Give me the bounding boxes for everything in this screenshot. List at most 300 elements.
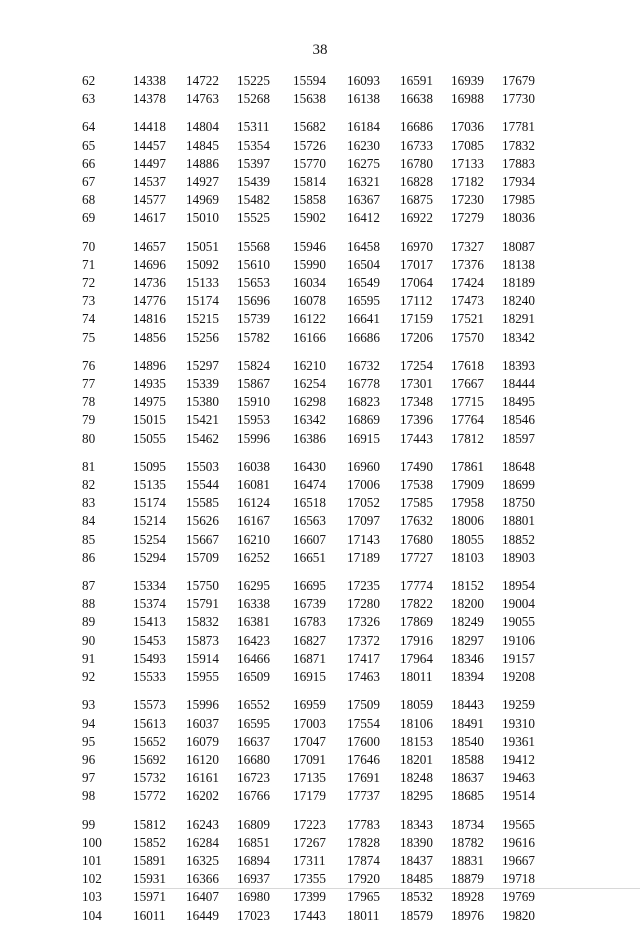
table-cell: 16338 — [237, 596, 270, 612]
table-row — [82, 411, 542, 429]
table-cell: 17396 — [400, 412, 433, 428]
table-cell: 18006 — [451, 513, 484, 529]
table-cell: 16184 — [347, 119, 380, 135]
table-cell: 15750 — [186, 578, 219, 594]
table-cell: 18103 — [451, 549, 484, 565]
table-cell: 17832 — [502, 137, 535, 153]
table-row — [82, 72, 542, 90]
row-number: 76 — [82, 357, 96, 373]
table-cell: 16732 — [347, 357, 380, 373]
table-cell: 16809 — [237, 816, 270, 832]
table-cell: 16120 — [186, 751, 219, 767]
table-cell: 16894 — [237, 852, 270, 868]
table-cell: 18491 — [451, 715, 484, 731]
table-cell: 17509 — [347, 697, 380, 713]
table-body — [82, 72, 542, 925]
page-number: 38 — [312, 42, 328, 58]
table-cell: 19667 — [502, 852, 535, 868]
table-cell: 15858 — [293, 192, 326, 208]
row-number: 67 — [82, 174, 96, 190]
table-cell: 19412 — [502, 751, 535, 767]
table-cell: 16959 — [293, 697, 326, 713]
table-cell: 15791 — [186, 596, 219, 612]
table-cell: 18443 — [451, 697, 484, 713]
table-cell: 18393 — [502, 357, 535, 373]
table-cell: 18189 — [502, 275, 535, 291]
table-cell: 15339 — [186, 376, 219, 392]
table-cell: 18248 — [400, 770, 433, 786]
table-cell: 19361 — [502, 733, 535, 749]
table-cell: 18648 — [502, 458, 535, 474]
table-cell: 17326 — [347, 614, 380, 630]
table-cell: 16079 — [186, 733, 219, 749]
table-cell: 16298 — [293, 394, 326, 410]
table-cell: 17920 — [347, 871, 380, 887]
table-row — [82, 787, 542, 805]
table-cell: 17424 — [451, 275, 484, 291]
row-number: 90 — [82, 632, 96, 648]
table-cell: 15902 — [293, 210, 326, 226]
table-cell: 17085 — [451, 137, 484, 153]
table-cell: 17052 — [347, 495, 380, 511]
table-cell: 18782 — [451, 834, 484, 850]
table-cell: 17133 — [451, 155, 484, 171]
table-cell: 15503 — [186, 458, 219, 474]
table-cell: 17934 — [502, 174, 535, 190]
table-cell: 15971 — [133, 889, 166, 905]
table-cell: 15653 — [237, 275, 270, 291]
table-cell: 16166 — [293, 329, 326, 345]
table-cell: 17036 — [451, 119, 484, 135]
table-cell: 16038 — [237, 458, 270, 474]
table-cell: 15133 — [186, 275, 219, 291]
table-cell: 16504 — [347, 256, 380, 272]
table-cell: 18342 — [502, 329, 535, 345]
row-number: 65 — [82, 137, 96, 153]
table-row — [82, 751, 542, 769]
row-number: 85 — [82, 531, 96, 547]
table-cell: 15092 — [186, 256, 219, 272]
table-cell: 16869 — [347, 412, 380, 428]
table-cell: 14776 — [133, 293, 166, 309]
table-cell: 15254 — [133, 531, 166, 547]
table-cell: 15380 — [186, 394, 219, 410]
table-cell: 18087 — [502, 238, 535, 254]
row-number: 64 — [82, 119, 96, 135]
table-cell: 16549 — [347, 275, 380, 291]
table-cell: 17554 — [347, 715, 380, 731]
table-cell: 15852 — [133, 834, 166, 850]
table-cell: 17667 — [451, 376, 484, 392]
table-cell: 17874 — [347, 852, 380, 868]
table-cell: 18546 — [502, 412, 535, 428]
table-cell: 14804 — [186, 119, 219, 135]
table-cell: 18153 — [400, 733, 433, 749]
table-cell: 16011 — [133, 907, 166, 923]
row-number: 80 — [82, 430, 96, 446]
table-cell: 14845 — [186, 137, 219, 153]
table-row — [82, 834, 542, 852]
table-row — [82, 137, 542, 155]
table-cell: 15626 — [186, 513, 219, 529]
table-cell: 15214 — [133, 513, 166, 529]
table-cell: 15610 — [237, 256, 270, 272]
table-cell: 18597 — [502, 430, 535, 446]
row-number: 69 — [82, 210, 96, 226]
table-cell: 14763 — [186, 91, 219, 107]
table-cell: 15533 — [133, 669, 166, 685]
row-number: 84 — [82, 513, 96, 529]
table-cell: 19259 — [502, 697, 535, 713]
table-cell: 16915 — [293, 669, 326, 685]
table-row — [82, 806, 542, 834]
table-cell: 17783 — [347, 816, 380, 832]
table-cell: 15946 — [293, 238, 326, 254]
table-cell: 18011 — [347, 907, 380, 923]
table-cell: 15462 — [186, 430, 219, 446]
table-cell: 14537 — [133, 174, 166, 190]
table-cell: 15953 — [237, 412, 270, 428]
table-row — [82, 228, 542, 256]
table-cell: 16518 — [293, 495, 326, 511]
table-cell: 17727 — [400, 549, 433, 565]
row-number: 87 — [82, 578, 96, 594]
table-row — [82, 209, 542, 227]
table-cell: 17964 — [400, 650, 433, 666]
table-cell: 17047 — [293, 733, 326, 749]
table-cell: 18200 — [451, 596, 484, 612]
table-cell: 18532 — [400, 889, 433, 905]
table-cell: 18055 — [451, 531, 484, 547]
table-cell: 16823 — [347, 394, 380, 410]
table-cell: 16252 — [237, 549, 270, 565]
table-cell: 16122 — [293, 311, 326, 327]
table-cell: 16988 — [451, 91, 484, 107]
table-cell: 14657 — [133, 238, 166, 254]
table-cell: 18036 — [502, 210, 535, 226]
table-cell: 17737 — [347, 788, 380, 804]
table-cell: 16778 — [347, 376, 380, 392]
table-cell: 16960 — [347, 458, 380, 474]
table-cell: 15732 — [133, 770, 166, 786]
table-cell: 16980 — [237, 889, 270, 905]
table-row — [82, 613, 542, 631]
table-cell: 17179 — [293, 788, 326, 804]
table-cell: 18954 — [502, 578, 535, 594]
table-cell: 17473 — [451, 293, 484, 309]
table-cell: 19208 — [502, 669, 535, 685]
table-cell: 14577 — [133, 192, 166, 208]
table-cell: 17869 — [400, 614, 433, 630]
table-cell: 17443 — [400, 430, 433, 446]
table-row — [82, 650, 542, 668]
table-cell: 15397 — [237, 155, 270, 171]
table-cell: 15225 — [237, 73, 270, 88]
row-number: 82 — [82, 477, 96, 493]
table-cell: 15439 — [237, 174, 270, 190]
table-cell: 15256 — [186, 329, 219, 345]
table-cell: 17182 — [451, 174, 484, 190]
table-cell: 19820 — [502, 907, 535, 923]
table-cell: 16970 — [400, 238, 433, 254]
table-cell: 18637 — [451, 770, 484, 786]
row-number: 97 — [82, 770, 96, 786]
table-cell: 17189 — [347, 549, 380, 565]
table-cell: 18928 — [451, 889, 484, 905]
table-cell: 16275 — [347, 155, 380, 171]
table-cell: 16591 — [400, 73, 433, 88]
table-cell: 18394 — [451, 669, 484, 685]
row-number: 92 — [82, 669, 96, 685]
table-cell: 15770 — [293, 155, 326, 171]
table-cell: 16939 — [451, 73, 484, 88]
table-cell: 18390 — [400, 834, 433, 850]
table-cell: 15482 — [237, 192, 270, 208]
table-cell: 18801 — [502, 513, 535, 529]
table-cell: 17679 — [502, 73, 535, 88]
table-cell: 17206 — [400, 329, 433, 345]
table-row — [82, 907, 542, 925]
row-number: 72 — [82, 275, 96, 291]
table-cell: 18903 — [502, 549, 535, 565]
table-cell: 15585 — [186, 495, 219, 511]
table-cell: 17023 — [237, 907, 270, 923]
table-cell: 19565 — [502, 816, 535, 832]
table-cell: 16254 — [293, 376, 326, 392]
row-number: 77 — [82, 376, 96, 392]
table-cell: 16875 — [400, 192, 433, 208]
row-number: 95 — [82, 733, 96, 749]
table-cell: 16412 — [347, 210, 380, 226]
table-row — [82, 512, 542, 530]
table-cell: 15544 — [186, 477, 219, 493]
table-row — [82, 531, 542, 549]
row-number: 102 — [82, 871, 102, 887]
table-cell: 17538 — [400, 477, 433, 493]
table-cell: 18152 — [451, 578, 484, 594]
table-row — [82, 274, 542, 292]
row-number: 89 — [82, 614, 96, 630]
row-number: 100 — [82, 834, 102, 850]
table-cell: 17861 — [451, 458, 484, 474]
table-row — [82, 310, 542, 328]
table-cell: 15739 — [237, 311, 270, 327]
table-cell: 17399 — [293, 889, 326, 905]
row-number: 93 — [82, 697, 96, 713]
table-cell: 14927 — [186, 174, 219, 190]
table-cell: 16509 — [237, 669, 270, 685]
table-cell: 18059 — [400, 697, 433, 713]
table-row — [82, 769, 542, 787]
table-cell: 17254 — [400, 357, 433, 373]
table-cell: 14338 — [133, 73, 166, 88]
table-cell: 19106 — [502, 632, 535, 648]
table-cell: 14696 — [133, 256, 166, 272]
table-cell: 14722 — [186, 73, 219, 88]
table-row — [82, 375, 542, 393]
table-cell: 18138 — [502, 256, 535, 272]
table-cell: 16367 — [347, 192, 380, 208]
row-number: 70 — [82, 238, 96, 254]
table-cell: 17883 — [502, 155, 535, 171]
table-row — [82, 393, 542, 411]
data-table — [82, 72, 542, 925]
table-cell: 18831 — [451, 852, 484, 868]
table-cell: 17097 — [347, 513, 380, 529]
table-cell: 17135 — [293, 770, 326, 786]
table-cell: 15955 — [186, 669, 219, 685]
table-cell: 18976 — [451, 907, 484, 923]
table-cell: 15814 — [293, 174, 326, 190]
table-cell: 15174 — [186, 293, 219, 309]
table-cell: 16686 — [347, 329, 380, 345]
row-number: 79 — [82, 412, 96, 428]
table-cell: 15135 — [133, 477, 166, 493]
table-row — [82, 870, 542, 888]
table-cell: 17909 — [451, 477, 484, 493]
table-cell: 16686 — [400, 119, 433, 135]
table-cell: 17781 — [502, 119, 535, 135]
table-cell: 16723 — [237, 770, 270, 786]
table-cell: 17691 — [347, 770, 380, 786]
table-cell: 17348 — [400, 394, 433, 410]
table-cell: 14935 — [133, 376, 166, 392]
table-cell: 14378 — [133, 91, 166, 107]
row-number: 94 — [82, 715, 96, 731]
table-cell: 14418 — [133, 119, 166, 135]
table-cell: 15692 — [133, 751, 166, 767]
table-cell: 16871 — [293, 650, 326, 666]
table-cell: 18249 — [451, 614, 484, 630]
table-cell: 17064 — [400, 275, 433, 291]
table-cell: 16325 — [186, 852, 219, 868]
table-cell: 16167 — [237, 513, 270, 529]
table-cell: 15594 — [293, 73, 326, 88]
table-cell: 15015 — [133, 412, 166, 428]
table-cell: 16210 — [237, 531, 270, 547]
table-row — [82, 668, 542, 686]
table-cell: 19463 — [502, 770, 535, 786]
table-cell: 15996 — [237, 430, 270, 446]
table-cell: 17230 — [451, 192, 484, 208]
table-cell: 19055 — [502, 614, 535, 630]
table-cell: 17822 — [400, 596, 433, 612]
table-cell: 16733 — [400, 137, 433, 153]
table-cell: 17916 — [400, 632, 433, 648]
row-number: 74 — [82, 311, 96, 327]
table-cell: 16093 — [347, 73, 380, 88]
table-cell: 16651 — [293, 549, 326, 565]
table-cell: 18011 — [400, 669, 433, 685]
table-cell: 17490 — [400, 458, 433, 474]
table-cell: 18734 — [451, 816, 484, 832]
table-cell: 16780 — [400, 155, 433, 171]
table-cell: 15095 — [133, 458, 166, 474]
table-cell: 16423 — [237, 632, 270, 648]
table-cell: 16449 — [186, 907, 219, 923]
table-cell: 18579 — [400, 907, 433, 923]
table-row — [82, 549, 542, 567]
table-cell: 14816 — [133, 311, 166, 327]
table-row — [82, 632, 542, 650]
row-number: 62 — [82, 73, 96, 88]
table-cell: 17372 — [347, 632, 380, 648]
table-cell: 16827 — [293, 632, 326, 648]
table-cell: 15772 — [133, 788, 166, 804]
table-cell: 15652 — [133, 733, 166, 749]
row-number: 66 — [82, 155, 96, 171]
table-cell: 17618 — [451, 357, 484, 373]
table-cell: 15354 — [237, 137, 270, 153]
table-cell: 16034 — [293, 275, 326, 291]
table-cell: 16295 — [237, 578, 270, 594]
table-cell: 16595 — [237, 715, 270, 731]
table-row — [82, 90, 542, 108]
table-cell: 14886 — [186, 155, 219, 171]
table-cell: 18343 — [400, 816, 433, 832]
table-cell: 17327 — [451, 238, 484, 254]
table-cell: 18588 — [451, 751, 484, 767]
table-cell: 17159 — [400, 311, 433, 327]
table-cell: 18750 — [502, 495, 535, 511]
table-cell: 17235 — [347, 578, 380, 594]
table-cell: 17632 — [400, 513, 433, 529]
table-cell: 14896 — [133, 357, 166, 373]
table-cell: 18297 — [451, 632, 484, 648]
table-cell: 16138 — [347, 91, 380, 107]
row-number: 75 — [82, 329, 96, 345]
table-cell: 18346 — [451, 650, 484, 666]
table-cell: 16078 — [293, 293, 326, 309]
table-cell: 15573 — [133, 697, 166, 713]
table-cell: 15709 — [186, 549, 219, 565]
table-cell: 16430 — [293, 458, 326, 474]
table-cell: 17730 — [502, 91, 535, 107]
table-cell: 17463 — [347, 669, 380, 685]
table-cell: 19769 — [502, 889, 535, 905]
table-cell: 16210 — [293, 357, 326, 373]
table-cell: 15726 — [293, 137, 326, 153]
table-cell: 16563 — [293, 513, 326, 529]
table-cell: 15990 — [293, 256, 326, 272]
table-row — [82, 686, 542, 714]
row-number: 63 — [82, 91, 96, 107]
table-cell: 17812 — [451, 430, 484, 446]
table-cell: 15638 — [293, 91, 326, 107]
table-cell: 15493 — [133, 650, 166, 666]
table-cell: 16638 — [400, 91, 433, 107]
table-cell: 16243 — [186, 816, 219, 832]
table-row — [82, 191, 542, 209]
table-cell: 16407 — [186, 889, 219, 905]
table-row — [82, 108, 542, 136]
table-row — [82, 567, 542, 595]
table-cell: 16124 — [237, 495, 270, 511]
table-cell: 16321 — [347, 174, 380, 190]
table-cell: 16230 — [347, 137, 380, 153]
table-cell: 16922 — [400, 210, 433, 226]
table-cell: 15891 — [133, 852, 166, 868]
table-cell: 15782 — [237, 329, 270, 345]
table-cell: 16695 — [293, 578, 326, 594]
table-cell: 17376 — [451, 256, 484, 272]
table-cell: 15311 — [237, 119, 270, 135]
table-cell: 15667 — [186, 531, 219, 547]
table-cell: 16637 — [237, 733, 270, 749]
table-row — [82, 256, 542, 274]
table-cell: 15294 — [133, 549, 166, 565]
table-row — [82, 476, 542, 494]
